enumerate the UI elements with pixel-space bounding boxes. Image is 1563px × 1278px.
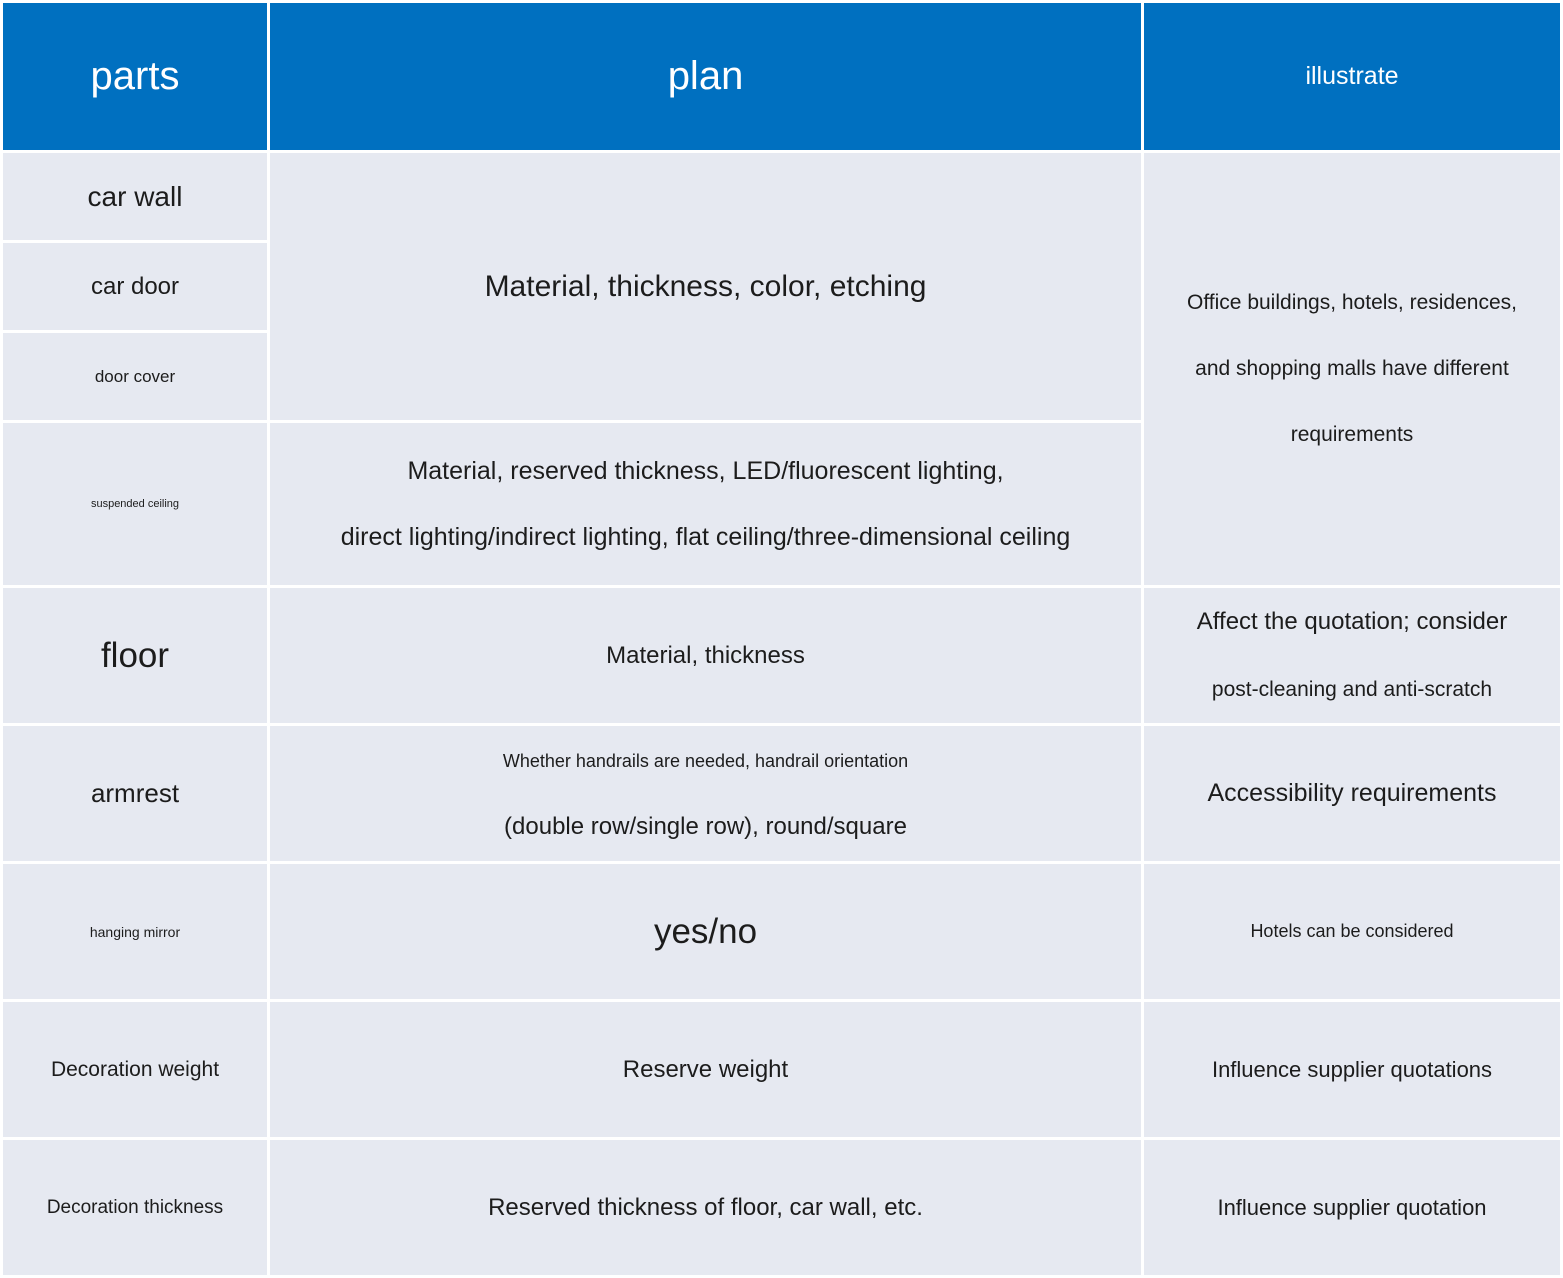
plan-armrest-line-2: (double row/single row), round/square	[504, 812, 907, 840]
note-armrest	[1144, 726, 1560, 861]
plan-floor-text: Material, thickness	[606, 641, 805, 669]
note-building-line-1: Office buildings, hotels, residences,	[1187, 291, 1517, 314]
note-armrest-text: Accessibility requirements	[1207, 779, 1497, 807]
header-plan-label: plan	[667, 54, 744, 98]
door-cover-label: door cover	[94, 366, 176, 386]
note-building-line-2: and shopping malls have different	[1195, 357, 1509, 380]
note-mirror-text: Hotels can be considered	[1250, 921, 1454, 941]
plan-mirror	[270, 864, 1141, 999]
note-floor	[1144, 588, 1560, 723]
plan-walls-doors	[270, 153, 1141, 420]
plan-ceiling-line-2: direct lighting/indirect lighting, flat ceiling/three-dimensional ceiling	[340, 523, 1071, 551]
header-illustrate	[1144, 3, 1560, 150]
plan-weight-text: Reserve weight	[622, 1055, 789, 1083]
decoration-thickness-label: Decoration thickness	[46, 1196, 224, 1218]
plan-ceiling	[270, 423, 1141, 585]
suspended-ceiling-label: suspended ceiling	[90, 498, 180, 510]
plan-mirror-text: yes/no	[653, 911, 758, 951]
row-label-hanging-mirror	[3, 864, 267, 999]
plan-thickness	[270, 1140, 1141, 1275]
car-wall-label: car wall	[87, 180, 183, 212]
header-parts-label: parts	[90, 54, 180, 98]
row-label-decoration-weight	[3, 1002, 267, 1137]
note-mirror	[1144, 864, 1560, 999]
plan-armrest	[270, 726, 1141, 861]
row-label-armrest	[3, 726, 267, 861]
row-label-car-wall	[3, 153, 267, 240]
note-building-line-3: requirements	[1290, 423, 1414, 446]
requirements-table	[3, 3, 1560, 1275]
plan-thickness-text: Reserved thickness of floor, car wall, etc.	[488, 1193, 923, 1221]
plan-walls-doors-text: Material, thickness, color, etching	[484, 269, 927, 303]
row-label-floor	[3, 588, 267, 723]
note-thickness-text: Influence supplier quotation	[1217, 1194, 1487, 1220]
header-parts	[3, 3, 267, 150]
row-label-decoration-thickness	[3, 1140, 267, 1275]
armrest-label: armrest	[90, 778, 180, 808]
note-floor-line-1: Affect the quotation; consider	[1196, 607, 1508, 635]
plan-weight	[270, 1002, 1141, 1137]
decoration-weight-label: Decoration weight	[50, 1057, 220, 1081]
floor-label: floor	[100, 635, 170, 675]
car-door-label: car door	[90, 272, 180, 300]
note-building-types	[1144, 153, 1560, 585]
header-illustrate-label: illustrate	[1305, 62, 1399, 90]
note-thickness	[1144, 1140, 1560, 1275]
row-label-door-cover	[3, 333, 267, 420]
note-weight	[1144, 1002, 1560, 1137]
header-plan	[270, 3, 1141, 150]
hanging-mirror-label: hanging mirror	[89, 923, 181, 940]
plan-floor	[270, 588, 1141, 723]
row-label-car-door	[3, 243, 267, 330]
row-label-suspended-ceiling	[3, 423, 267, 585]
note-floor-line-2: post-cleaning and anti-scratch	[1211, 677, 1493, 701]
note-weight-text: Influence supplier quotations	[1211, 1056, 1493, 1082]
plan-armrest-line-1: Whether handrails are needed, handrail orientation	[502, 750, 909, 771]
plan-ceiling-line-1: Material, reserved thickness, LED/fluorescent lighting,	[407, 457, 1004, 485]
